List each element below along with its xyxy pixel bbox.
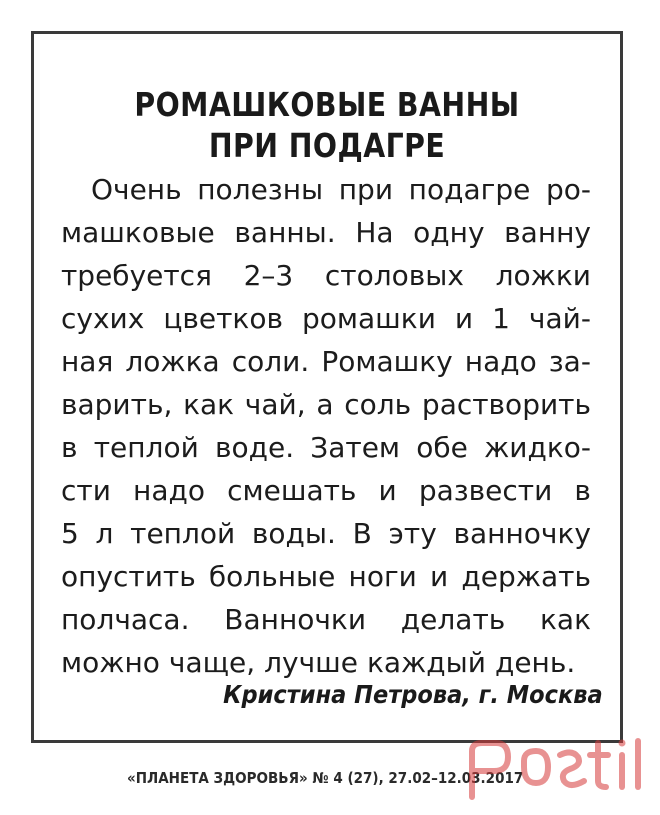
body-word: растворить bbox=[421, 388, 591, 421]
body-word: полчаса. bbox=[61, 603, 190, 636]
body-word: 1 bbox=[492, 302, 510, 335]
body-word: развести bbox=[418, 474, 553, 507]
body-word: в bbox=[61, 431, 78, 464]
body-word: чай, bbox=[244, 388, 306, 421]
body-word: теплой bbox=[130, 517, 236, 550]
body-word: жидко- bbox=[484, 431, 591, 464]
body-line bbox=[61, 598, 591, 641]
body-word: ро- bbox=[545, 173, 591, 206]
body-word: ванночку bbox=[453, 517, 591, 550]
body-word: можно bbox=[61, 646, 160, 679]
body-word: требуется bbox=[61, 259, 212, 292]
body-word: ложки bbox=[495, 259, 591, 292]
body-word: делать bbox=[400, 603, 506, 636]
body-word: Ванночки bbox=[224, 603, 367, 636]
body-word: как bbox=[183, 388, 235, 421]
body-line bbox=[61, 297, 591, 340]
body-word: подагре bbox=[408, 173, 531, 206]
body-word: больные bbox=[208, 560, 336, 593]
body-word: Ромашку bbox=[321, 345, 453, 378]
body-word: а bbox=[316, 388, 334, 421]
body-word: ложка bbox=[125, 345, 220, 378]
body-word: чаще, bbox=[168, 646, 256, 679]
body-word: ромашки bbox=[301, 302, 436, 335]
body-word: за- bbox=[548, 345, 591, 378]
body-line bbox=[61, 641, 591, 684]
body-line bbox=[61, 383, 591, 426]
title-line: ПРИ ПОДАГРЕ bbox=[208, 126, 446, 165]
body-word: В bbox=[352, 517, 372, 550]
body-word: как bbox=[540, 603, 591, 636]
body-word: воды. bbox=[251, 517, 336, 550]
source-citation: «ПЛАНЕТА ЗДОРОВЬЯ» № 4 (27), 27.02–12.03.2017 bbox=[127, 769, 524, 787]
body-line bbox=[61, 340, 591, 383]
article-title bbox=[75, 84, 579, 166]
body-word: сти bbox=[61, 474, 111, 507]
postila-watermark-logo bbox=[452, 737, 652, 807]
body-word: цветков bbox=[163, 302, 283, 335]
body-word: чай- bbox=[528, 302, 591, 335]
article-signature: Кристина Петрова, г. Москва bbox=[223, 680, 603, 709]
body-word: столовых bbox=[324, 259, 464, 292]
body-word: лучше bbox=[264, 646, 358, 679]
body-word: обе bbox=[416, 431, 468, 464]
body-word: 5 bbox=[61, 517, 79, 550]
body-line bbox=[61, 254, 591, 297]
body-word: На bbox=[355, 216, 394, 249]
body-word: Очень bbox=[91, 173, 182, 206]
body-word: день. bbox=[494, 646, 576, 679]
body-word: сухих bbox=[61, 302, 145, 335]
body-word: одну bbox=[413, 216, 485, 249]
body-word: опустить bbox=[61, 560, 196, 593]
body-word: надо bbox=[133, 474, 205, 507]
body-word: машковые bbox=[61, 216, 215, 249]
body-word: варить, bbox=[61, 388, 173, 421]
body-line bbox=[61, 512, 591, 555]
body-word: полезны bbox=[197, 173, 324, 206]
title-line: РОМАШКОВЫЕ ВАННЫ bbox=[134, 85, 520, 124]
body-word: Затем bbox=[310, 431, 401, 464]
body-word: соль bbox=[344, 388, 412, 421]
body-word: 2–3 bbox=[243, 259, 294, 292]
body-line bbox=[61, 168, 591, 211]
body-word: ноги bbox=[348, 560, 417, 593]
body-word: держать bbox=[461, 560, 591, 593]
body-line bbox=[61, 211, 591, 254]
body-word: воде. bbox=[214, 431, 295, 464]
body-word: теплой bbox=[93, 431, 199, 464]
body-word: в bbox=[574, 474, 591, 507]
body-word: смешать bbox=[227, 474, 357, 507]
article-frame bbox=[31, 31, 623, 743]
body-word: л bbox=[95, 517, 114, 550]
body-word: эту bbox=[388, 517, 437, 550]
body-word: ная bbox=[61, 345, 114, 378]
body-line bbox=[61, 426, 591, 469]
article-body bbox=[61, 168, 591, 684]
body-word: и bbox=[454, 302, 474, 335]
body-word: ванну bbox=[504, 216, 591, 249]
body-word: ванны. bbox=[234, 216, 336, 249]
body-word: и bbox=[378, 474, 397, 507]
body-word: надо bbox=[464, 345, 537, 378]
body-word: соли. bbox=[231, 345, 310, 378]
body-line bbox=[61, 555, 591, 598]
body-line bbox=[61, 469, 591, 512]
body-word: при bbox=[338, 173, 394, 206]
body-word: и bbox=[430, 560, 449, 593]
body-word: каждый bbox=[366, 646, 486, 679]
